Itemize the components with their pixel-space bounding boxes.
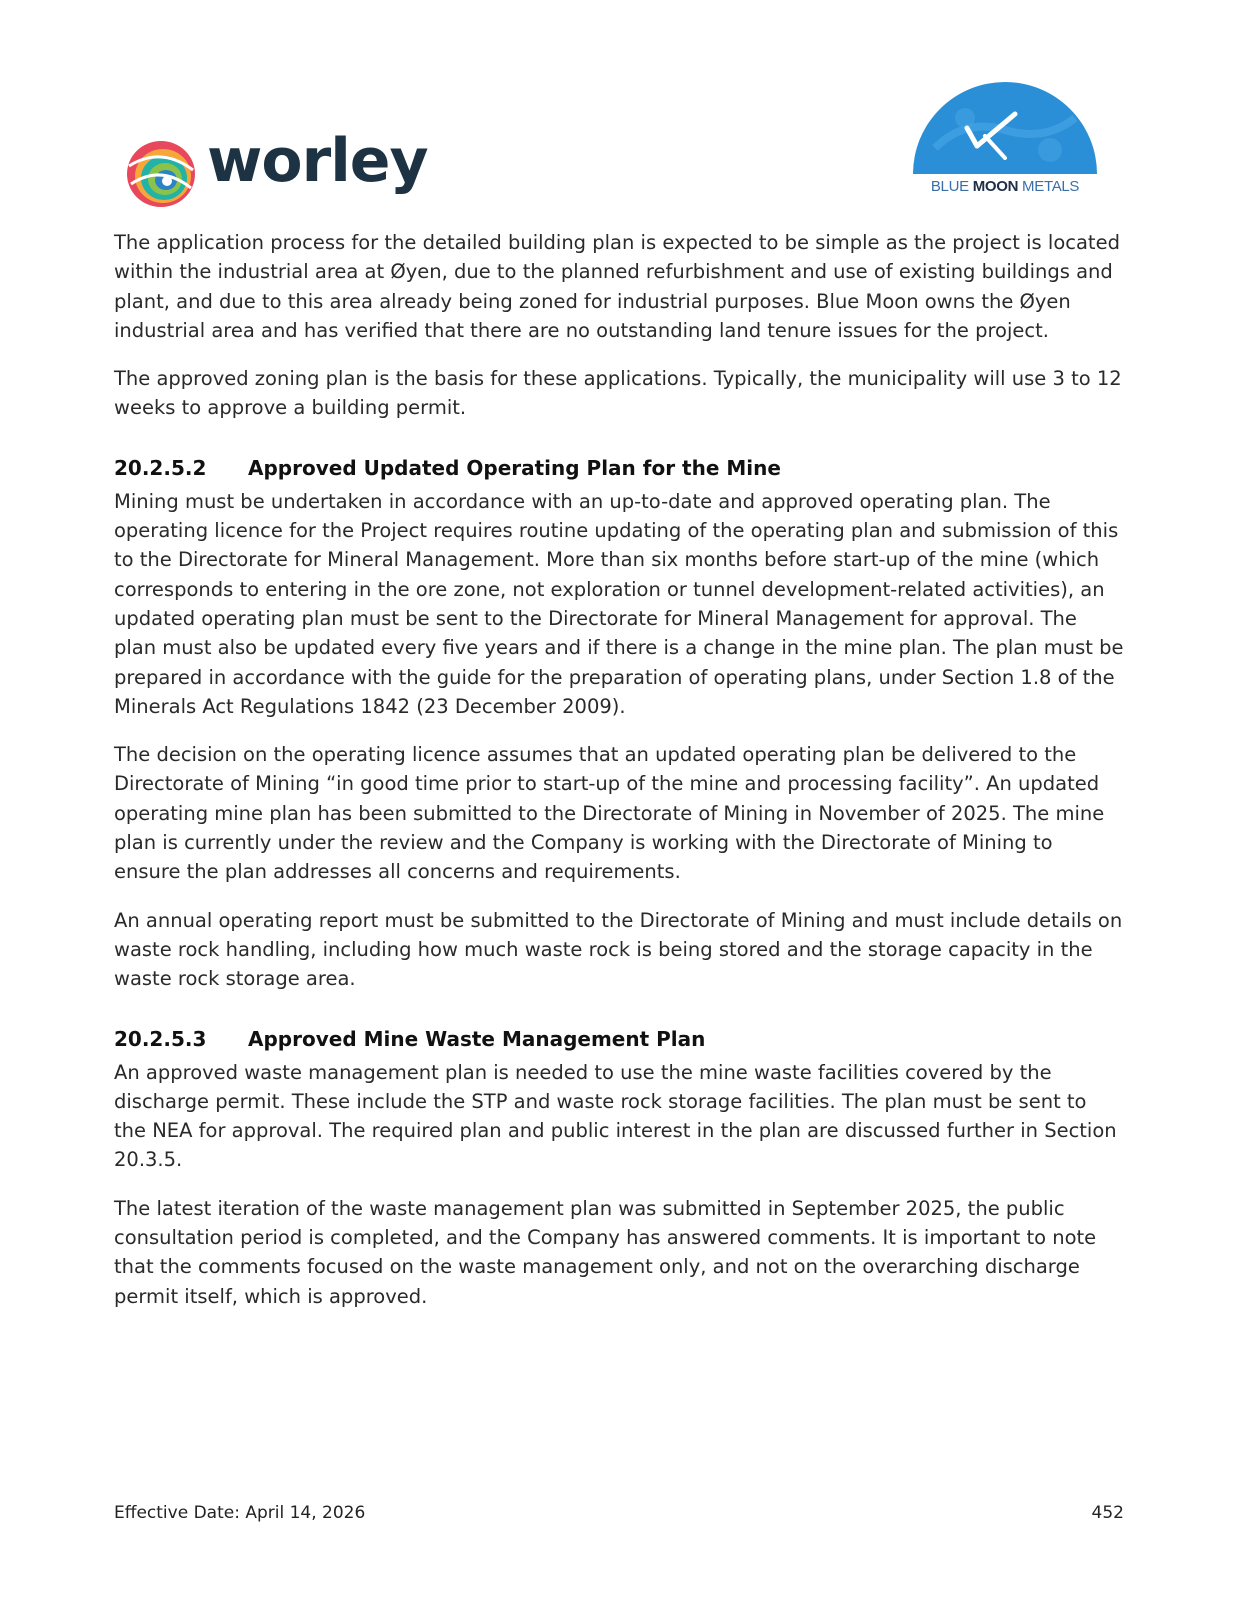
paragraph-zoning-plan: The approved zoning plan is the basis for these applications. Typically, the municipality will use 3 to 12 weeks to approve a building permit. — [114, 367, 1122, 420]
page-footer — [114, 1503, 1124, 1523]
section-number: 20.2.5.2 — [114, 455, 207, 480]
paragraph-annual-report: An annual operating report must be submitted to the Directorate of Mining and must include details on waste rock handling, including how much waste rock is being stored and the storage capacity in the waste rock storage area. — [114, 908, 1123, 991]
effective-date: Effective Date: April 14, 2026 — [114, 1503, 366, 1523]
page-number: 452 — [1091, 1503, 1124, 1523]
section-heading-waste-management — [114, 1024, 1124, 1054]
paragraph-waste-plan-requirements: An approved waste management plan is needed to use the mine waste facilities covered by the discharge permit. These include the STP and waste rock storage facilities. The plan must be sent to the NEA for approval. The required plan and public interest in the plan are discussed further in Section 20.3.5. — [114, 1060, 1117, 1172]
worley-wordmark: worley — [207, 126, 428, 196]
paragraph-operating-plan-requirements: Mining must be undertaken in accordance with an up-to-date and approved operating plan. The operating licence for the Project requires routine updating of the operating plan and submission of this to the Directorate for Mineral Management. More than six months before start-up of the mine (which corresponds to entering in the ore zone, not exploration or tunnel development-related activities), an updated operating plan must be sent to the Directorate for Mineral Management for approval. The plan must also be updated every five years and if there is a change in the mine plan. The plan must be prepared in accordance with the guide for the preparation of operating plans, under Section 1.8 of the Minerals Act Regulations 1842 (23 December 2009). — [114, 489, 1124, 718]
section-title: Approved Updated Operating Plan for the Mine — [248, 455, 781, 480]
paragraph-building-plan: The application process for the detailed building plan is expected to be simple as the project is located within the industrial area at Øyen, due to the planned refurbishment and use of existing buildings and plant, and due to this area already being zoned for industrial purposes. Blue Moon owns the Øyen industrial area and has verified that there are no outstanding land tenure issues for the project. — [114, 231, 1120, 342]
paragraph-waste-plan-status: The latest iteration of the waste management plan was submitted in September 2025, the public consultation period is completed, and the Company has answered comments. It is important to note that the comments focused on the waste management only, and not on the overarching discharge permit itself, which is approved. — [114, 1196, 1097, 1308]
paragraph-operating-licence-decision: The decision on the operating licence assumes that an updated operating plan be delivered to the Directorate of Mining “in good time prior to start-up of the mine and processing facility”. An updated operating mine plan has been submitted to the Directorate of Mining in November of 2025. The mine plan is currently under the review and the Company is working with the Directorate of Mining to ensure the plan addresses all concerns and requirements. — [114, 743, 1105, 884]
logo-text-metals: METALS — [1018, 178, 1080, 195]
page-header — [0, 0, 1250, 230]
logo-text-blue: BLUE — [930, 178, 973, 195]
section-title: Approved Mine Waste Management Plan — [248, 1026, 706, 1051]
section-number: 20.2.5.3 — [114, 1026, 207, 1051]
moon-icon — [905, 78, 1105, 178]
blue-moon-metals-wordmark — [905, 178, 1105, 195]
document-body — [114, 228, 1124, 1330]
logo-text-moon: MOON — [972, 178, 1019, 195]
blue-moon-metals-logo — [905, 78, 1105, 202]
section-heading-operating-plan — [114, 453, 1124, 483]
worley-swirl-icon — [123, 136, 199, 212]
worley-logo — [123, 126, 443, 216]
